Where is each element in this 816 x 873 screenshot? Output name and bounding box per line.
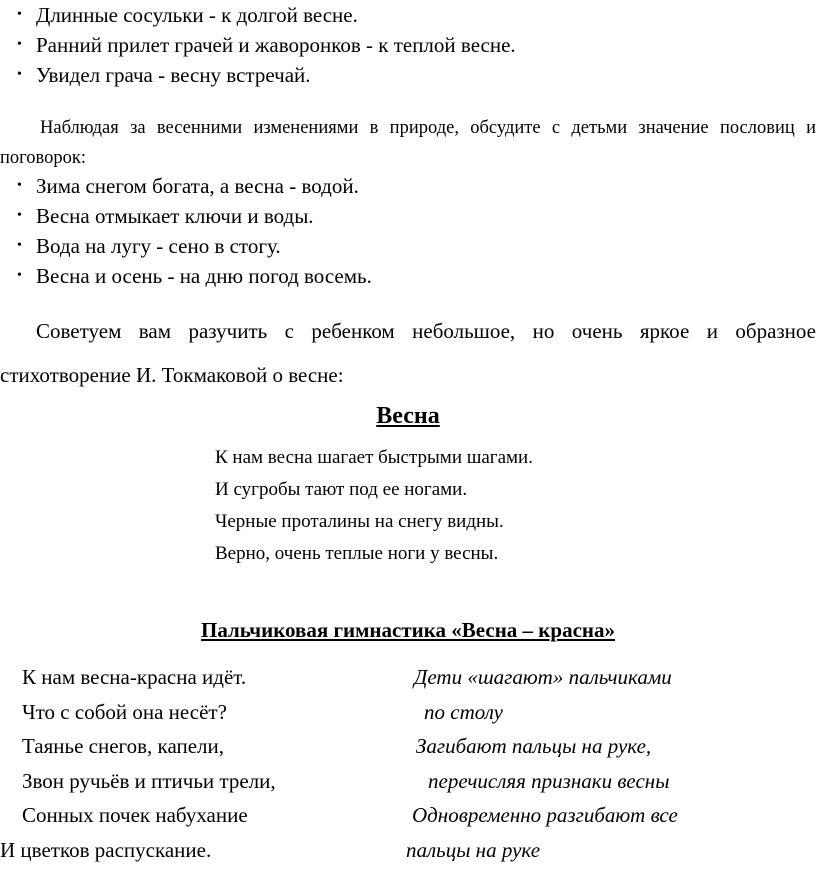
gymnastics-verse-line: Таянье снегов, капели, [22,734,225,758]
proverbs-list [0,171,372,291]
gymnastics-verse-line: К нам весна-красна идёт. [22,665,247,689]
list-item: • Ранний прилет грачей и жаворонков - к теплой весне. [0,30,516,60]
list-item: • Весна отмыкает ключи и воды. [0,201,372,231]
gymnastics-verse-line: Сонных почек набухание [22,803,248,827]
bullet-icon: • [17,7,22,22]
bullet-icon: • [17,208,22,223]
intro-paragraph: Наблюдая за весенними изменениями в природе, обсудите с детьми значение пословиц и поговорок: [0,118,816,168]
gymnastics-action-line: пальцы на руке [406,837,541,862]
gymnastics-action-line: Дети «шагают» пальчиками [414,665,672,689]
gymnastics-verse-line: Что с собой она несёт? [22,699,227,724]
poem-line: К нам весна шагает быстрыми шагами. [215,447,533,468]
poem-line: Верно, очень теплые ноги у весны. [215,543,499,564]
list-item: • Вода на лугу - сено в стогу. [0,231,372,261]
spring-signs-list [0,0,516,90]
gymnastics-action-line: перечисляя признаки весны [428,768,670,793]
bullet-icon: • [17,178,22,193]
poem-title: Весна [376,403,440,429]
gymnastics-action-line: по столу [424,699,503,724]
list-item: • Длинные сосульки - к долгой весне. [0,0,516,30]
bullet-icon: • [17,238,22,253]
bullet-icon: • [17,67,22,82]
gymnastics-action-line: Загибают пальцы на руке, [416,734,652,758]
gymnastics-verse-line: И цветков распускание. [0,837,212,862]
bullet-icon: • [17,37,22,52]
poem-lines [215,442,533,570]
poem-line: Черные проталины на снегу видны. [215,511,504,532]
bullet-icon: • [17,268,22,283]
list-item: • Весна и осень - на дню погод восемь. [0,261,372,291]
advice-paragraph: Советуем вам разучить с ребенком небольшое, но очень яркое и образное стихотворение И. Токмаковой о весне: [0,319,816,387]
poem-line: И сугробы тают под ее ногами. [215,479,468,500]
gymnastics-action-line: Одновременно разгибают все [412,803,678,827]
list-item: • Зима снегом богата, а весна - водой. [0,171,372,201]
gymnastics-title: Пальчиковая гимнастика «Весна – красна» [200,618,615,642]
gymnastics-verse-line: Звон ручьёв и птичьи трели, [22,768,276,793]
list-item: • Увидел грача - весну встречай. [0,60,516,90]
